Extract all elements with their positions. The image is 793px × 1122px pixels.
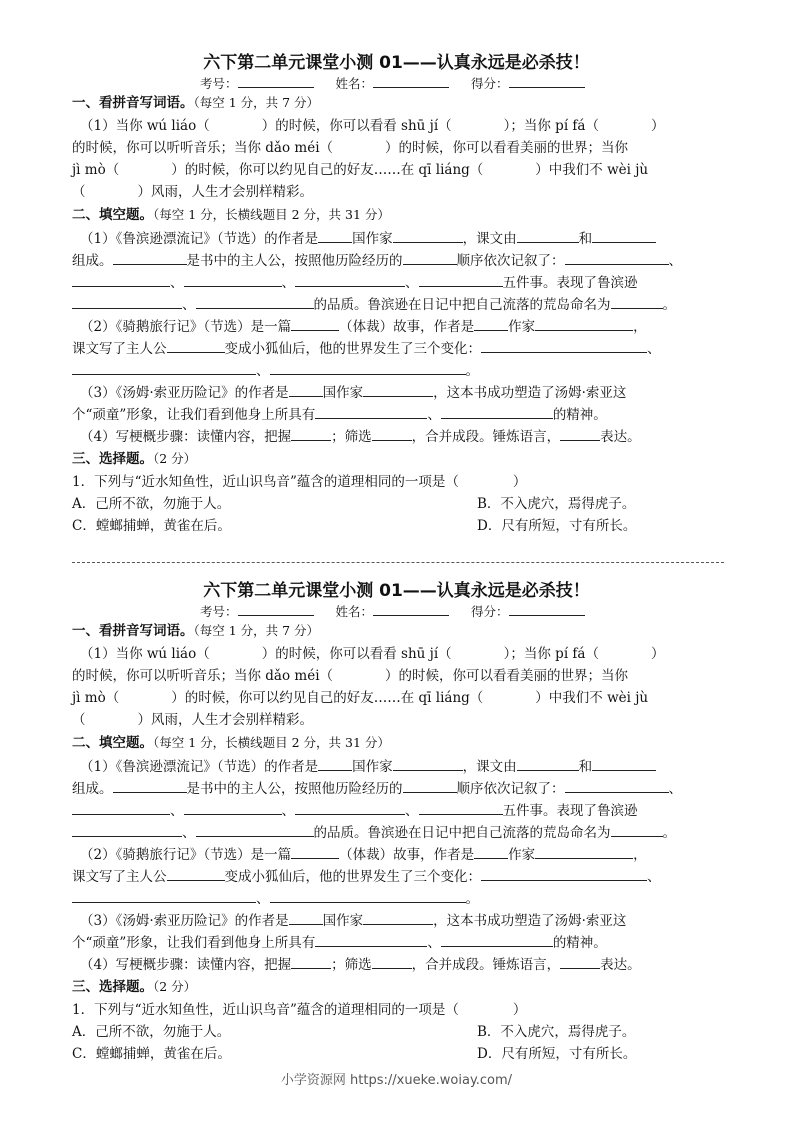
quiz-copy-2 [0, 568, 793, 1108]
pinyin-line-2: 的时候，你可以听听音乐；当你 dǎo méi（ ）的时候，你可以看看美丽的世界；当你 [72, 668, 629, 684]
pinyin-line-1: （1）当你 wú liáo（ ）的时候，你可以看看 shū jí（ ）；当你 pí fá（ ） [80, 646, 665, 662]
pinyin-line-3: jì mò（ ）的时候，你可以约见自己的好友……在 qī liáng（ ）中我们不 wèi jù [72, 690, 649, 706]
pinyin-line-3: jì mò（ ）的时候，你可以约见自己的好友……在 qī liáng（ ）中我们不 wèi jù [72, 162, 649, 178]
cut-line [72, 562, 724, 563]
option-d[interactable]: D．尺有所短，寸有所长。 [477, 1046, 637, 1062]
option-c[interactable]: C．螳螂捕蝉，黄雀在后。 [72, 518, 231, 534]
pinyin-line-1: （1）当你 wú liáo（ ）的时候，你可以看看 shū jí（ ）；当你 pí fá（ ） [80, 118, 665, 134]
score-blank[interactable] [509, 604, 585, 616]
section-2-heading: 二、填空题。（每空 1 分，长横线题目 2 分，共 31 分） [72, 207, 390, 223]
fill-line-1: （1）《鲁滨逊漂流记》（节选）的作者是 国作家 ，课文由 和 [80, 756, 724, 777]
quiz-copy-1 [0, 40, 793, 580]
fill-line-1: （1）《鲁滨逊漂流记》（节选）的作者是 国作家 ，课文由 和 [80, 228, 724, 249]
fill-line-7: 、 。 [72, 360, 724, 381]
fill-line-2: 组成。 是书中的主人公，按照他历险经历的 顺序依次记叙了： 、 [72, 778, 724, 799]
option-a[interactable]: A．己所不欲，勿施于人。 [72, 496, 231, 512]
page-title: 六下第二单元课堂小测 01——认真永远是必杀技！ [203, 581, 590, 601]
number-blank[interactable] [238, 76, 314, 88]
option-b[interactable]: B．不入虎穴，焉得虎子。 [477, 1024, 636, 1040]
page-title: 六下第二单元课堂小测 01——认真永远是必杀技！ [203, 53, 590, 73]
fill-line-6: 课文写了主人公 变成小狐仙后，他的世界发生了三个变化： 、 [72, 338, 724, 359]
student-info [200, 602, 620, 620]
choice-row-1 [72, 1022, 724, 1042]
fill-line-5: （2）《骑鹅旅行记》（节选）是一篇 （体裁）故事，作者是 作家 ， [80, 844, 724, 865]
fill-line-9: 个“顽童”形象，让我们看到他身上所具有 、 的精神。 [72, 404, 724, 425]
choice-row-1 [72, 494, 724, 514]
choice-row-2 [72, 516, 724, 536]
name-label: 姓名： [335, 76, 374, 91]
fill-line-2: 组成。 是书中的主人公，按照他历险经历的 顺序依次记叙了： 、 [72, 250, 724, 271]
section-3-heading: 三、选择题。（2 分） [72, 451, 197, 467]
section-2-heading: 二、填空题。（每空 1 分，长横线题目 2 分，共 31 分） [72, 735, 390, 751]
number-label: 考号： [200, 76, 238, 91]
section-1-heading: 一、看拼音写词语。（每空 1 分，共 7 分） [72, 623, 320, 639]
fill-line-7: 、 。 [72, 888, 724, 909]
option-b[interactable]: B．不入虎穴，焉得虎子。 [477, 496, 636, 512]
pinyin-line-4: （ ）风雨，人生才会别样精彩。 [72, 184, 313, 200]
fill-line-4: 、 的品质。鲁滨逊在日记中把自己流落的荒岛命名为 。 [72, 822, 724, 843]
footer-watermark: 小学资源网 https://xueke.woiay.com/ [280, 1073, 513, 1088]
score-blank[interactable] [509, 76, 585, 88]
name-blank[interactable] [373, 76, 449, 88]
choice-row-2 [72, 1044, 724, 1064]
fill-line-10: （4）写梗概步骤：读懂内容，把握 ；筛选 ，合并成段。锤炼语言， 表达。 [80, 954, 724, 975]
fill-line-3: 、 、 、 五件事。表现了鲁滨逊 [72, 800, 724, 821]
fill-line-3: 、 、 、 五件事。表现了鲁滨逊 [72, 272, 724, 293]
choice-question: 1．下列与“近水知鱼性，近山识鸟音”蕴含的道理相同的一项是（ ） [72, 1002, 527, 1018]
number-blank[interactable] [238, 604, 314, 616]
pinyin-line-2: 的时候，你可以听听音乐；当你 dǎo méi（ ）的时候，你可以看看美丽的世界；当你 [72, 140, 629, 156]
choice-question: 1．下列与“近水知鱼性，近山识鸟音”蕴含的道理相同的一项是（ ） [72, 474, 527, 490]
name-blank[interactable] [373, 604, 449, 616]
section-1-heading: 一、看拼音写词语。（每空 1 分，共 7 分） [72, 95, 320, 111]
section-3-heading: 三、选择题。（2 分） [72, 979, 197, 995]
option-c[interactable]: C．螳螂捕蝉，黄雀在后。 [72, 1046, 231, 1062]
fill-line-5: （2）《骑鹅旅行记》（节选）是一篇 （体裁）故事，作者是 作家 ， [80, 316, 724, 337]
fill-line-8: （3）《汤姆·索亚历险记》的作者是 国作家 ，这本书成功塑造了汤姆·索亚这 [80, 382, 724, 403]
fill-line-4: 、 的品质。鲁滨逊在日记中把自己流落的荒岛命名为 。 [72, 294, 724, 315]
fill-line-8: （3）《汤姆·索亚历险记》的作者是 国作家 ，这本书成功塑造了汤姆·索亚这 [80, 910, 724, 931]
pinyin-line-4: （ ）风雨，人生才会别样精彩。 [72, 712, 313, 728]
number-label: 考号： [200, 604, 238, 619]
student-info [200, 74, 620, 92]
option-a[interactable]: A．己所不欲，勿施于人。 [72, 1024, 231, 1040]
name-label: 姓名： [335, 604, 374, 619]
score-label: 得分： [471, 76, 509, 91]
score-label: 得分： [471, 604, 509, 619]
fill-line-9: 个“顽童”形象，让我们看到他身上所具有 、 的精神。 [72, 932, 724, 953]
fill-line-10: （4）写梗概步骤：读懂内容，把握 ；筛选 ，合并成段。锤炼语言， 表达。 [80, 426, 724, 447]
option-d[interactable]: D．尺有所短，寸有所长。 [477, 518, 637, 534]
fill-line-6: 课文写了主人公 变成小狐仙后，他的世界发生了三个变化： 、 [72, 866, 724, 887]
